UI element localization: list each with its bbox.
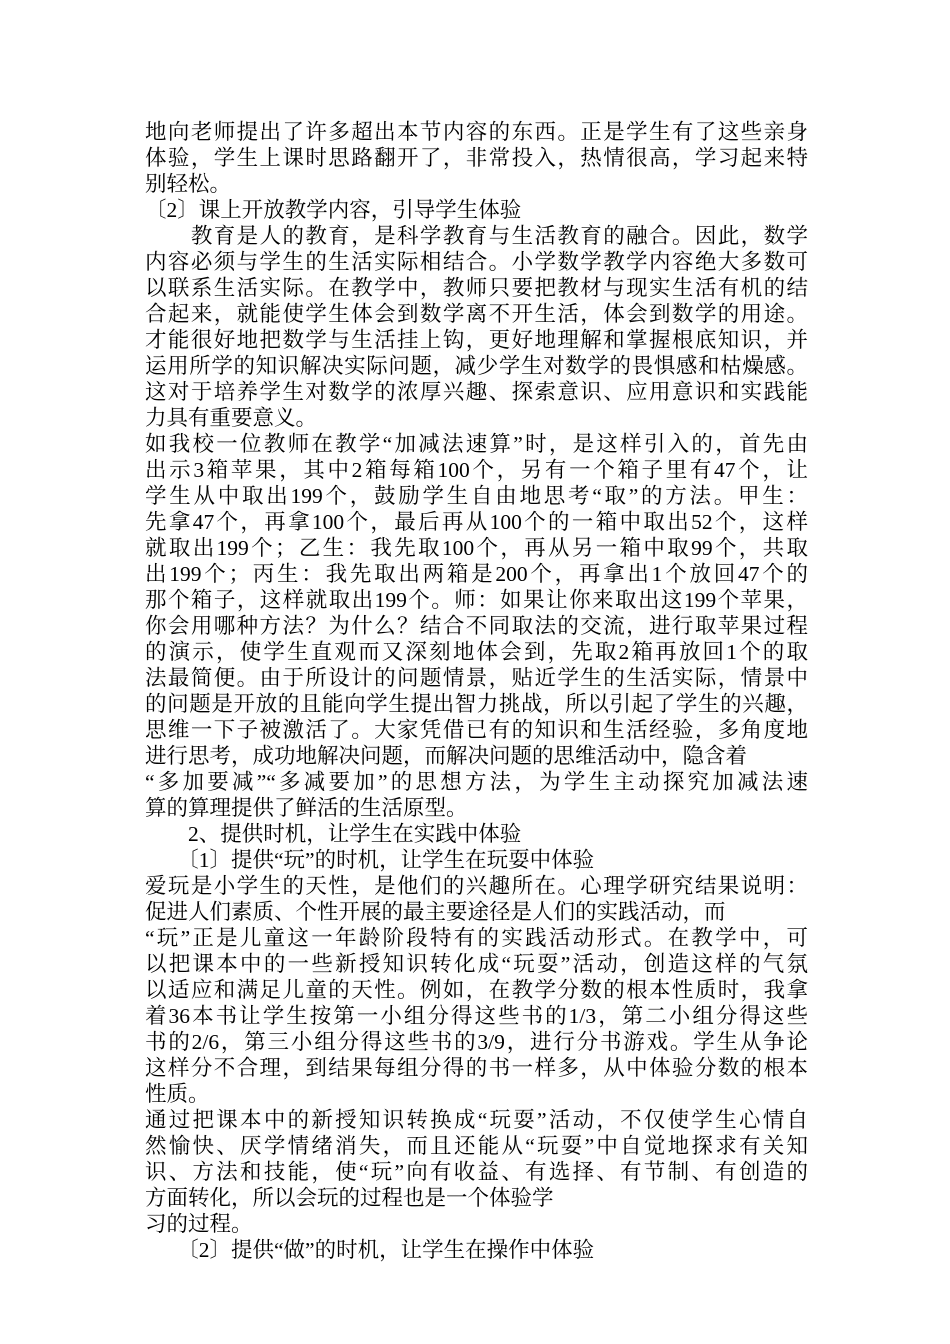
document-body [145, 119, 808, 1263]
text-line: 思维一下子被激活了。大家凭借已有的知识和生活经验，多角度地 [145, 718, 808, 742]
paragraph-education-and-life [145, 223, 808, 431]
text-line: 性质。 [145, 1082, 210, 1106]
heading-provide-opportunities [145, 821, 808, 847]
text-line: 运用所学的知识解决实际问题，减少学生对数学的畏惧感和枯燥感。 [145, 354, 808, 378]
text-line: 内容必须与学生的生活实际相结合。小学数学教学内容绝大多数可 [145, 250, 808, 274]
text-line: 通过把课本中的新授知识转换成“玩耍”活动，不仅使学生心情自 [145, 1108, 808, 1132]
text-line: 2、提供时机，让学生在实践中体验 [145, 822, 522, 846]
text-line: 识、方法和技能，使“玩”向有收益、有选择、有节制、有创造的 [145, 1160, 808, 1184]
paragraph-play-transformation [145, 1107, 808, 1237]
text-line: 先拿47个，再拿100个，最后再从100个的一箱中取出52个，这样 [145, 510, 808, 534]
text-line: 的演示，使学生直观而又深刻地体会到，先取2箱再放回1个的取 [145, 640, 808, 664]
text-line: 出199个；丙生：我先取出两箱是200个，再拿出1个放回47个的 [145, 562, 808, 586]
text-line: 力具有重要意义。 [145, 406, 318, 430]
text-line: 方面转化，所以会玩的过程也是一个体验学 [145, 1186, 554, 1210]
text-line: 教育是人的教育，是科学教育与生活教育的融合。因此，数学 [145, 224, 808, 248]
text-line: 体验，学生上课时思路翻开了，非常投入，热情很高，学习起来特 [145, 146, 808, 170]
text-line: 〔2〕课上开放教学内容，引导学生体验 [145, 198, 522, 222]
paragraph-continuation [145, 119, 808, 197]
text-line: 出示3箱苹果，其中2箱每箱100个，另有一个箱子里有47个，让 [145, 458, 808, 482]
text-line: 就取出199个；乙生：我先取100个，再从另一箱中取99个，共取 [145, 536, 808, 560]
text-line: 着36本书让学生按第一小组分得这些书的1/3，第二小组分得这些 [145, 1004, 808, 1028]
text-line: 地向老师提出了许多超出本节内容的东西。正是学生有了这些亲身 [145, 120, 808, 144]
text-line: 〔2〕提供“做”的时机，让学生在操作中体验 [145, 1238, 595, 1262]
text-line: “玩”正是儿童这一年龄阶段特有的实践活动形式。在教学中，可 [145, 926, 808, 950]
text-line: 合起来，就能使学生体会到数学离不开生活，体会到数学的用途。 [145, 302, 808, 326]
text-line: 习的过程。 [145, 1212, 253, 1236]
heading-play-opportunity [145, 847, 808, 873]
text-line: 学生从中取出199个，鼓励学生自由地思考“取”的方法。甲生： [145, 484, 808, 508]
text-line: “多加要减”“多减要加”的思想方法，为学生主动探究加减法速 [145, 770, 808, 794]
paragraph-play-nature [145, 873, 808, 1107]
text-line: 爱玩是小学生的天性，是他们的兴趣所在。心理学研究结果说明： [145, 874, 808, 898]
text-line: 法最简便。由于所设计的问题情景，贴近学生的生活实际，情景中 [145, 666, 808, 690]
text-line: 算的算理提供了鲜活的生活原型。 [145, 796, 468, 820]
paragraph-apple-counting-example [145, 431, 808, 821]
text-line: 这对于培养学生对数学的浓厚兴趣、探索意识、应用意识和实践能 [145, 380, 808, 404]
text-line: 以把课本中的一些新授知识转化成“玩耍”活动，创造这样的气氛 [145, 952, 808, 976]
text-line: 进行思考，成功地解决问题，而解决问题的思维活动中，隐含着 [145, 744, 748, 768]
heading-do-opportunity [145, 1237, 808, 1263]
heading-open-teaching-content [145, 197, 808, 223]
text-line: 以适应和满足儿童的天性。例如，在教学分数的根本性质时，我拿 [145, 978, 808, 1002]
text-line: 你会用哪种方法？为什么？结合不同取法的交流，进行取苹果过程 [145, 614, 808, 638]
text-line: 然愉快、厌学情绪消失，而且还能从“玩耍”中自觉地探求有关知 [145, 1134, 808, 1158]
text-line: 如我校一位教师在教学“加减法速算”时，是这样引入的，首先由 [145, 432, 808, 456]
text-line: 那个箱子，这样就取出199个。师：如果让你来取出这199个苹果， [145, 588, 808, 612]
text-line: 以联系生活实际。在教学中，教师只要把教材与现实生活有机的结 [145, 276, 808, 300]
text-line: 别轻松。 [145, 172, 232, 196]
text-line: 才能很好地把数学与生活挂上钩，更好地理解和掌握根底知识，并 [145, 328, 808, 352]
text-line: 促进人们素质、个性开展的最主要途径是人们的实践活动，而 [145, 900, 726, 924]
text-line: 这样分不合理，到结果每组分得的书一样多，从中体验分数的根本 [145, 1056, 808, 1080]
text-line: 书的2/6，第三小组分得这些书的3/9，进行分书游戏。学生从争论 [145, 1030, 808, 1054]
text-line: 〔1〕提供“玩”的时机，让学生在玩耍中体验 [145, 848, 595, 872]
text-line: 的问题是开放的且能向学生提出智力挑战，所以引起了学生的兴趣， [145, 692, 808, 716]
